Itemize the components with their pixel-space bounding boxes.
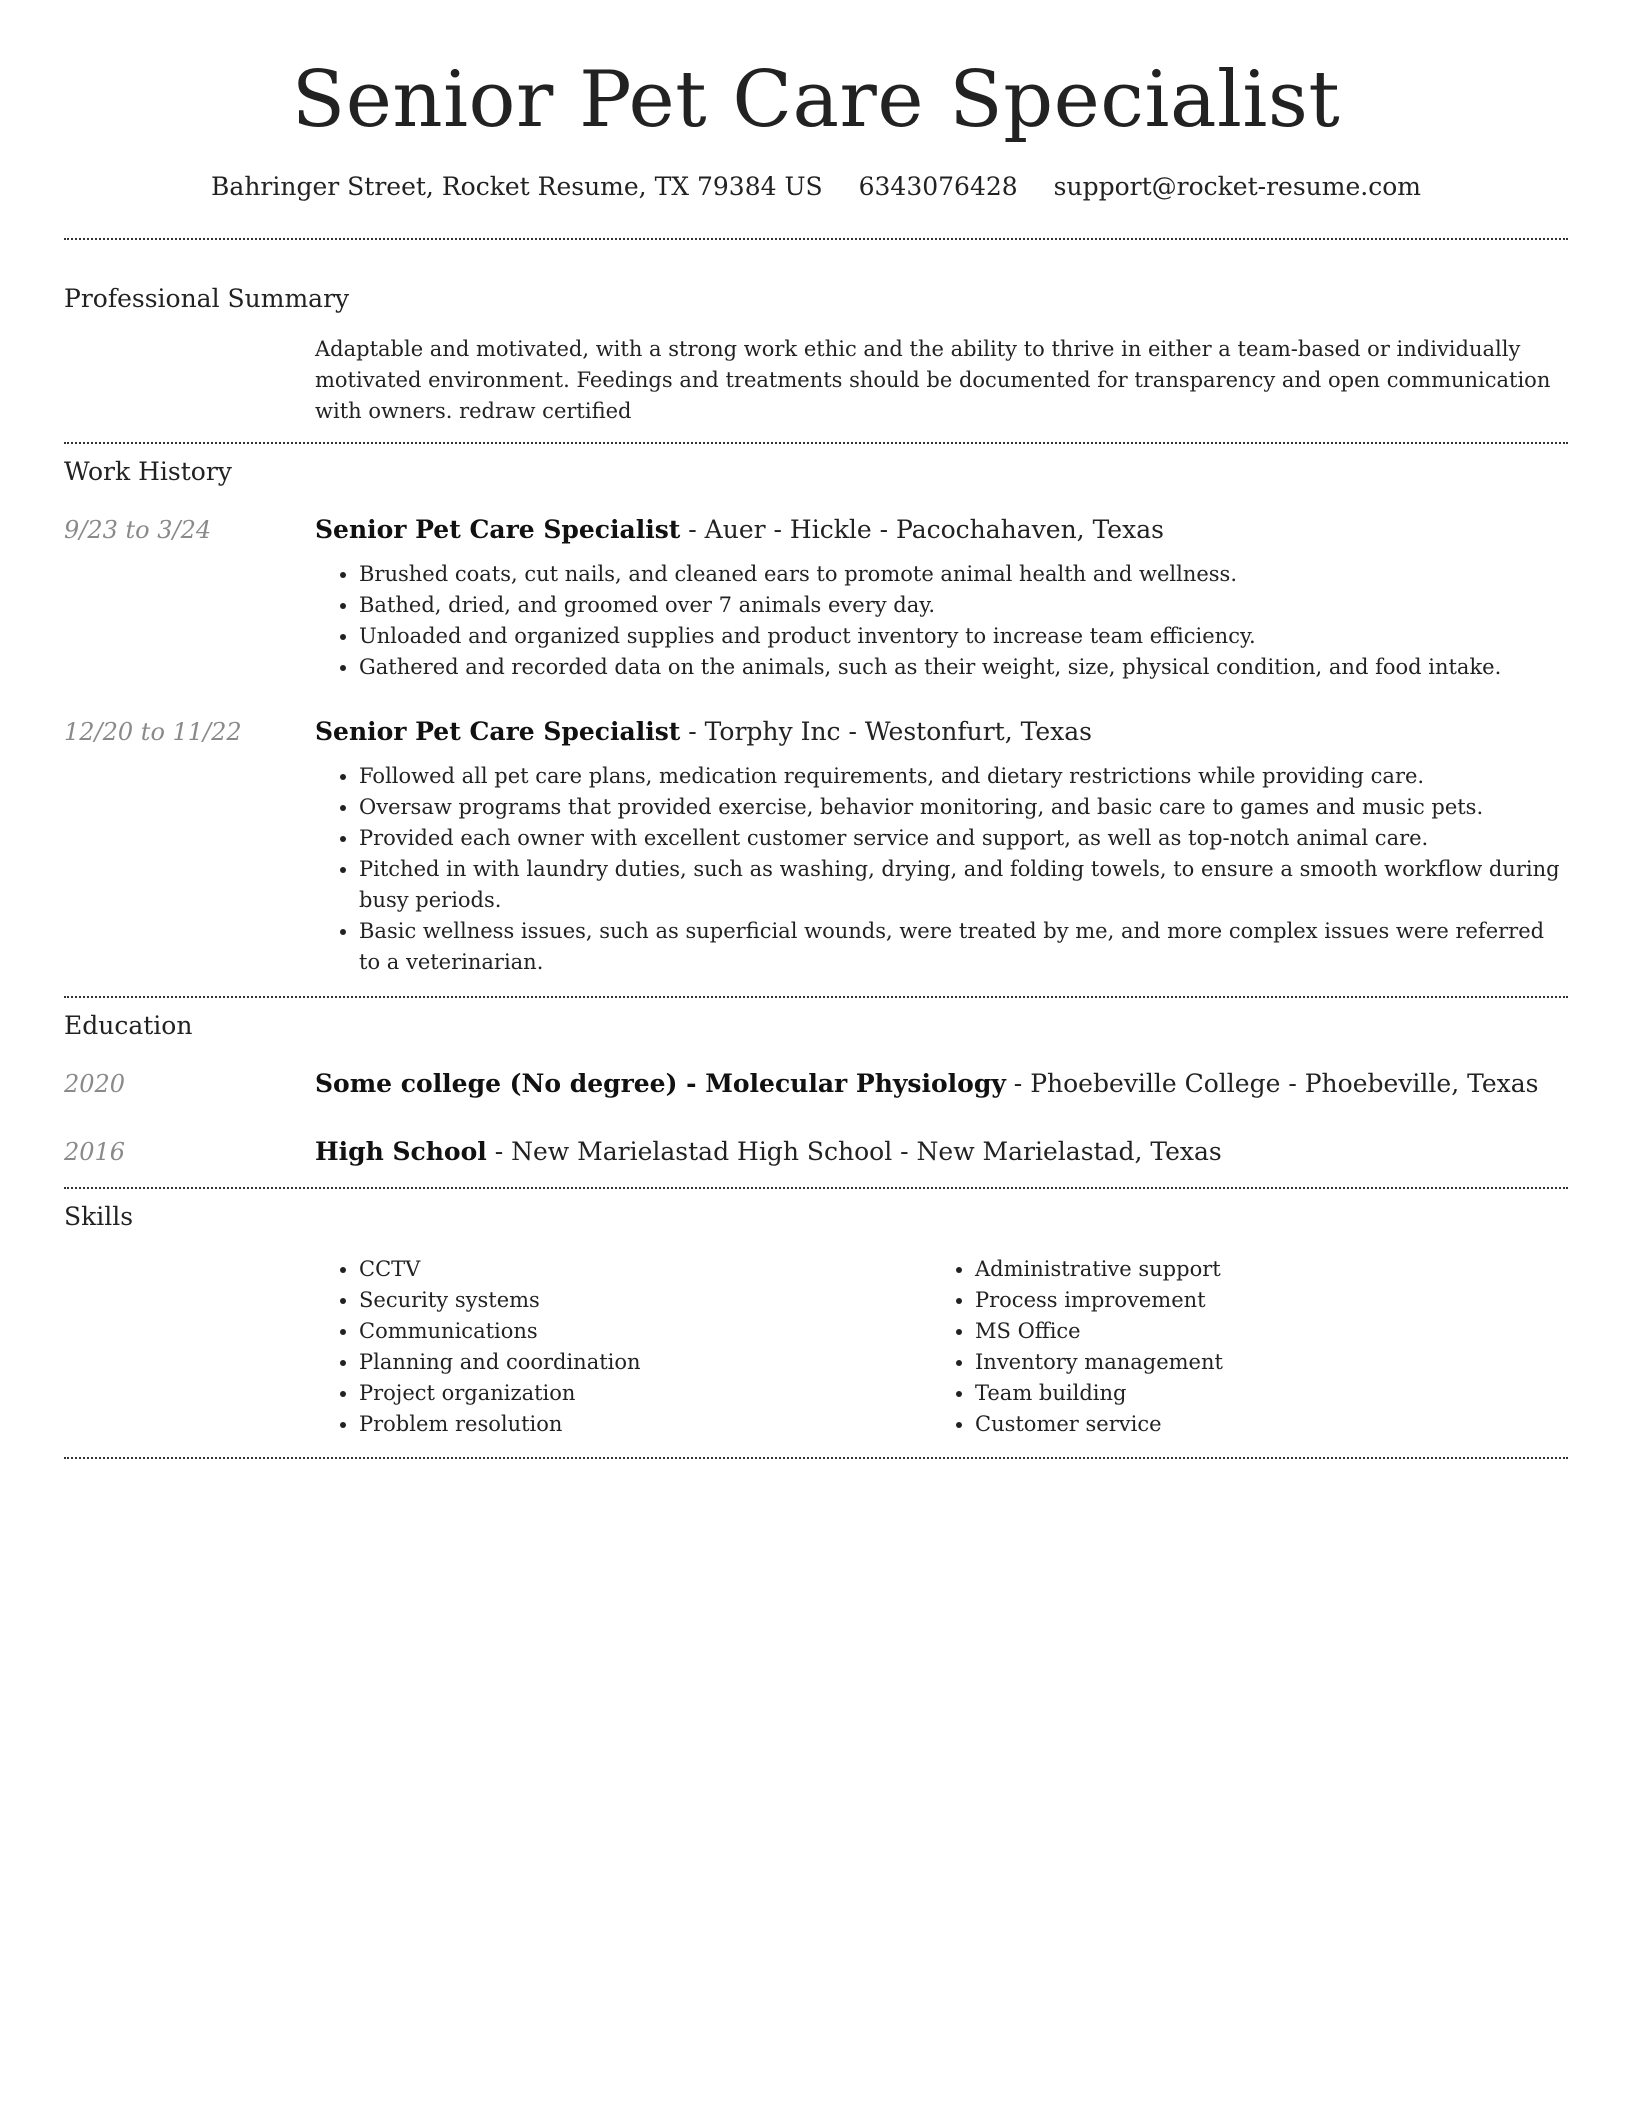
contact-line — [64, 170, 1568, 204]
section-work-history — [64, 444, 1568, 978]
list-item: • Planning and coordination — [359, 1347, 931, 1378]
list-item: • Brushed coats, cut nails, and cleaned ears to promote animal health and wellness. — [359, 559, 1568, 590]
list-item: • Process improvement — [975, 1285, 1547, 1316]
education-degree: High School — [315, 1137, 487, 1166]
list-item: • Provided each owner with excellent customer service and support, as well as top-notch animal care. — [359, 823, 1568, 854]
job-dates: 9/23 to 3/24 — [64, 516, 212, 544]
section-skills — [64, 1189, 1568, 1440]
list-item: • MS Office — [975, 1316, 1547, 1347]
list-item: • Oversaw programs that provided exercise, behavior monitoring, and basic care to games and music pets. — [359, 792, 1568, 823]
education-school: - Phoebeville College - Phoebeville, Texas — [1005, 1069, 1539, 1098]
list-item: • Pitched in with laundry duties, such as washing, drying, and folding towels, to ensure a smooth workflow during busy periods. — [359, 854, 1568, 916]
job-heading — [315, 715, 1568, 749]
skills-list — [315, 1254, 1547, 1440]
job-role: Senior Pet Care Specialist — [315, 717, 681, 746]
list-item: • CCTV — [359, 1254, 931, 1285]
section-title-work: Work History — [64, 457, 232, 486]
job-dates: 12/20 to 11/22 — [64, 718, 242, 746]
list-item: • Project organization — [359, 1378, 931, 1409]
section-title-education: Education — [64, 1011, 193, 1040]
section-education — [64, 998, 1568, 1169]
education-heading — [315, 1067, 1568, 1101]
list-item: • Bathed, dried, and groomed over 7 animals every day. — [359, 590, 1568, 621]
list-item: • Administrative support — [975, 1254, 1547, 1285]
list-item: • Problem resolution — [359, 1409, 931, 1440]
section-title-skills: Skills — [64, 1202, 134, 1231]
job-bullets — [315, 559, 1568, 683]
list-item: • Customer service — [975, 1409, 1547, 1440]
education-school: - New Marielastad High School - New Marielastad, Texas — [486, 1137, 1222, 1166]
job-employer: - Auer - Hickle - Pacochahaven, Texas — [680, 515, 1164, 544]
skills-column-right — [931, 1254, 1547, 1440]
list-item: • Gathered and recorded data on the animals, such as their weight, size, physical condition, and food intake. — [359, 652, 1568, 683]
job-heading — [315, 513, 1568, 547]
candidate-name: Senior Pet Care Specialist — [291, 55, 1341, 145]
list-item: • Unloaded and organized supplies and product inventory to increase team efficiency. — [359, 621, 1568, 652]
list-item: • Communications — [359, 1316, 931, 1347]
list-item: • Followed all pet care plans, medication requirements, and dietary restrictions while providing care. — [359, 761, 1568, 792]
job-role: Senior Pet Care Specialist — [315, 515, 681, 544]
contact-email: support@rocket-resume.com — [1053, 172, 1421, 201]
job-entry — [64, 513, 1568, 683]
job-entry — [64, 715, 1568, 978]
education-year: 2016 — [64, 1138, 126, 1166]
list-item: • Inventory management — [975, 1347, 1547, 1378]
education-entry — [64, 1135, 1568, 1169]
divider — [64, 1457, 1568, 1459]
contact-address: Bahringer Street, Rocket Resume, TX 79384 US — [211, 172, 823, 201]
list-item: • Security systems — [359, 1285, 931, 1316]
resume-header — [64, 0, 1568, 204]
education-entry — [64, 1067, 1568, 1101]
list-item: • Team building — [975, 1378, 1547, 1409]
education-degree: Some college (No degree) - Molecular Physiology — [315, 1069, 1006, 1098]
summary-text: Adaptable and motivated, with a strong work ethic and the ability to thrive in either a team-based or individually motivated environment. Feedings and treatments should be documented for transparency and open communication with owners. redraw certified — [315, 337, 1551, 423]
education-heading — [315, 1135, 1568, 1169]
education-year: 2020 — [64, 1070, 126, 1098]
contact-phone: 6343076428 — [858, 172, 1018, 201]
job-employer: - Torphy Inc - Westonfurt, Texas — [680, 717, 1092, 746]
list-item: • Basic wellness issues, such as superficial wounds, were treated by me, and more complex issues were referred to a veterinarian. — [359, 916, 1568, 978]
section-summary — [64, 240, 1568, 427]
job-bullets — [315, 761, 1568, 978]
skills-column-left — [315, 1254, 931, 1440]
section-title-summary: Professional Summary — [64, 284, 350, 313]
